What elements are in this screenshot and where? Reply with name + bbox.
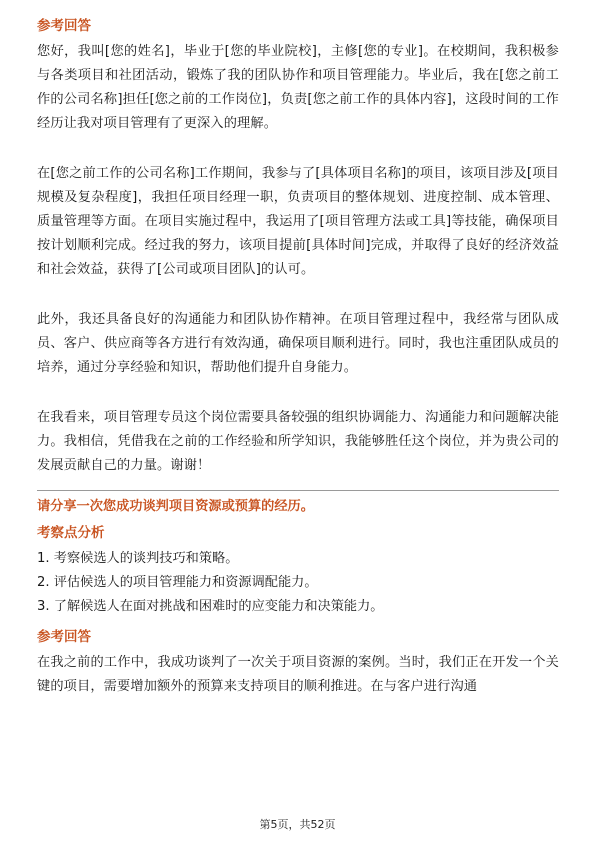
page-content	[37, 16, 559, 699]
interview-question: 请分享一次您成功谈判项目资源或预算的经历。	[37, 499, 314, 514]
answer-paragraph-project: 在[您之前工作的公司名称]工作期间，我参与了[具体项目名称]的项目，该项目涉及[项目规模及复杂程度]，我担任项目经理一职，负责项目的整体规划、进度控制、成本管理、质量管理等方面。在项目实施过程中，我运用了[项目管理方法或工具]等技能，确保项目按计划顺利完成。经过我的努力，该项目提前[具体时间]完成，并取得了良好的经济效益和社会效益，获得了[公司或项目团队]的认可。	[37, 166, 559, 277]
list-item: 2. 评估候选人的项目管理能力和资源调配能力。	[37, 575, 318, 590]
page-number: 第5页，共52页	[259, 818, 336, 831]
answer-heading: 参考回答	[37, 18, 91, 34]
analysis-heading: 考察点分析	[37, 525, 105, 541]
analysis-list	[37, 547, 559, 619]
answer-paragraph-negotiation: 在我之前的工作中，我成功谈判了一次关于项目资源的案例。当时，我们正在开发一个关键的项目，需要增加额外的预算来支持项目的顺利推进。在与客户进行沟通	[37, 655, 559, 694]
answer-paragraph-closing: 在我看来，项目管理专员这个岗位需要具备较强的组织协调能力、沟通能力和问题解决能力。我相信，凭借我在之前的工作经验和所学知识，我能够胜任这个岗位，并为贵公司的发展贡献自己的力量。谢谢！	[37, 410, 559, 473]
answer-paragraph-intro: 您好，我叫[您的姓名]，毕业于[您的毕业院校]，主修[您的专业]。在校期间，我积极参与各类项目和社团活动，锻炼了我的团队协作和项目管理能力。毕业后，我在[您之前工作的公司名称]担任[您之前的工作岗位]，负责[您之前工作的具体内容]，这段时间的工作经历让我对项目管理有了更深入的理解。	[37, 44, 559, 131]
list-item: 3. 了解候选人在面对挑战和困难时的应变能力和决策能力。	[37, 599, 384, 614]
section-divider	[37, 490, 559, 491]
answer-paragraph-communication: 此外，我还具备良好的沟通能力和团队协作精神。在项目管理过程中，我经常与团队成员、客户、供应商等各方进行有效沟通，确保项目顺利进行。同时，我也注重团队成员的培养，通过分享经验和知识，帮助他们提升自身能力。	[37, 312, 559, 375]
list-item: 1. 考察候选人的谈判技巧和策略。	[37, 551, 239, 566]
answer-heading-2: 参考回答	[37, 629, 91, 645]
